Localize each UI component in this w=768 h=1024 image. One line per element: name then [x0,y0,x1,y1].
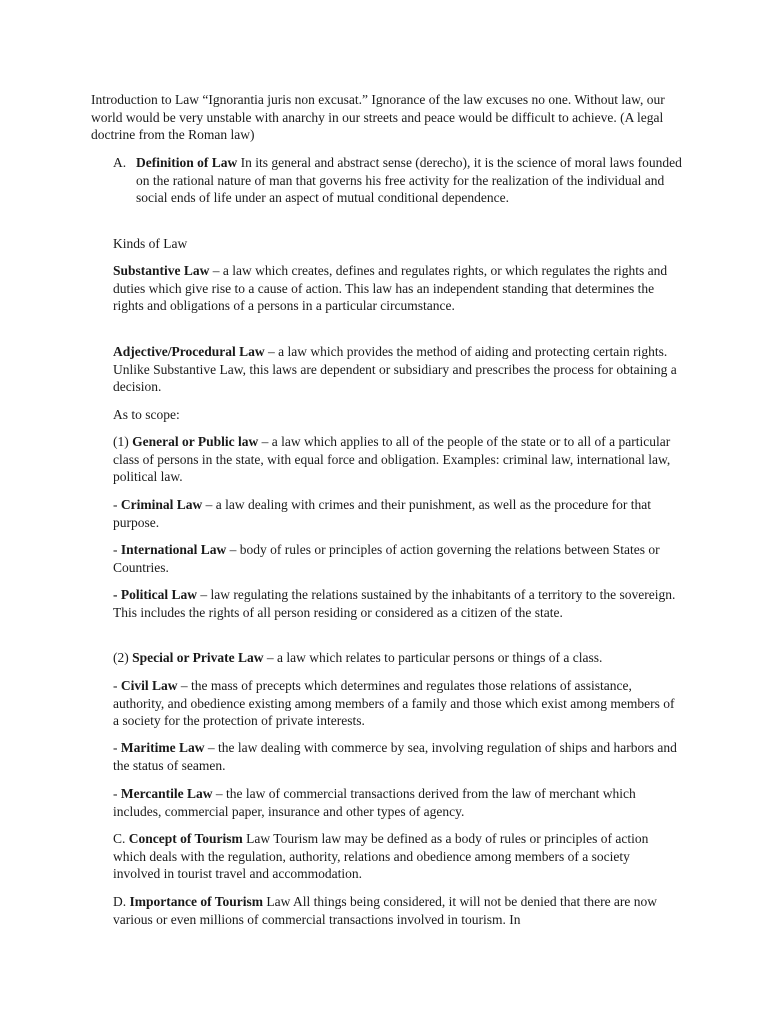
intro-paragraph: Introduction to Law “Ignorantia juris non excusat.” Ignorance of the law excuses no one. Without law, our world would be very unstable with anarchy in our streets and peace would be difficult to achieve. (A legal doctrine from the Roman law) [91,92,665,143]
definition-item [113,154,683,207]
special-text: – a law which relates to particular persons or things of a class. [263,650,603,665]
civil-heading: Civil Law [120,678,178,693]
concept-paragraph [113,830,678,883]
substantive-heading: Substantive Law [113,263,210,278]
definition-body [136,154,683,207]
maritime-paragraph [113,739,678,774]
importance-text: Law All things being considered, it will not be denied that there are now various or even millions of commercial transactions involved in tourism. In [113,894,658,927]
maritime-text: – the law dealing with commerce by sea, involving regulation of ships and harbors and the status of seamen. [113,740,677,773]
substantive-text: – a law which creates, defines and regulates rights, or which regulates the rights and duties which give rise to a cause of action. This law has an independent standing that determines the rights and obligations of a persons in a particular circumstance. [113,263,668,314]
mercantile-paragraph [113,785,678,820]
general-text: – a law which applies to all of the people of the state or to all of a particular class of persons in the state, with equal force and obligation. Examples: criminal law, international law, political law. [113,434,671,485]
concept-prefix: C. [113,831,129,846]
scope-heading: As to scope: [113,407,180,422]
civil-text: – the mass of precepts which determines and regulates those relations of assistance, authority, and obedience existing among members of a family and those which exist among members of a society for the protection of private interests. [113,678,675,729]
definition-marker: A. [113,155,127,170]
mercantile-prefix: - [113,786,121,801]
kinds-heading: Kinds of Law [113,236,188,251]
special-prefix: (2) [113,650,133,665]
general-heading: General or Public law [132,434,259,449]
criminal-text: – a law dealing with crimes and their punishment, as well as the procedure for that purpose. [113,497,652,530]
mercantile-heading: Mercantile Law [120,786,213,801]
civil-prefix: - [113,678,121,693]
special-heading: Special or Private Law [132,650,264,665]
maritime-heading: Maritime Law [120,740,205,755]
adjective-text: – a law which provides the method of aiding and protecting certain rights. Unlike Substantive Law, this laws are dependent or subsidiary and prescribes the process for obtaining a decision. [113,344,677,395]
political-text: – law regulating the relations sustained by the inhabitants of a territory to the sovereign. This includes the rights of all person residing or considered as a citizen of the state. [113,587,676,620]
importance-paragraph [113,893,678,928]
mercantile-text: – the law of commercial transactions derived from the law of merchant which includes, commercial paper, insurance and other types of agency. [113,786,636,819]
international-text: – body of rules or principles of action governing the relations between States or Countries. [113,542,660,575]
general-prefix: (1) [113,434,133,449]
general-paragraph [113,433,678,486]
international-prefix: - [113,542,121,557]
criminal-prefix: - [113,497,121,512]
international-heading: International Law [120,542,227,557]
international-paragraph [113,541,678,576]
criminal-heading: Criminal Law [120,497,203,512]
political-heading: - Political Law [113,587,197,602]
criminal-paragraph [113,496,678,531]
adjective-heading: Adjective/Procedural Law [113,344,265,359]
importance-prefix: D. [113,894,130,909]
concept-heading: Concept of Tourism [128,831,243,846]
special-paragraph [113,649,678,667]
maritime-prefix: - [113,740,121,755]
definition-heading: Definition of Law [136,155,238,170]
importance-heading: Importance of Tourism [129,894,264,909]
substantive-paragraph [113,262,678,315]
concept-text: Law Tourism law may be defined as a body of rules or principles of action which deals with the regulation, authority, relations and obedience among members of a society involved in tourist travel and accommodation. [113,831,649,882]
political-paragraph [113,586,678,621]
civil-paragraph [113,677,678,730]
adjective-paragraph [113,343,678,396]
definition-text: In its general and abstract sense (derecho), it is the science of moral laws founded on the rational nature of man that governs his free activity for the realization of the individual and social ends of life under an aspect of mutual conditional dependence. [136,155,682,206]
